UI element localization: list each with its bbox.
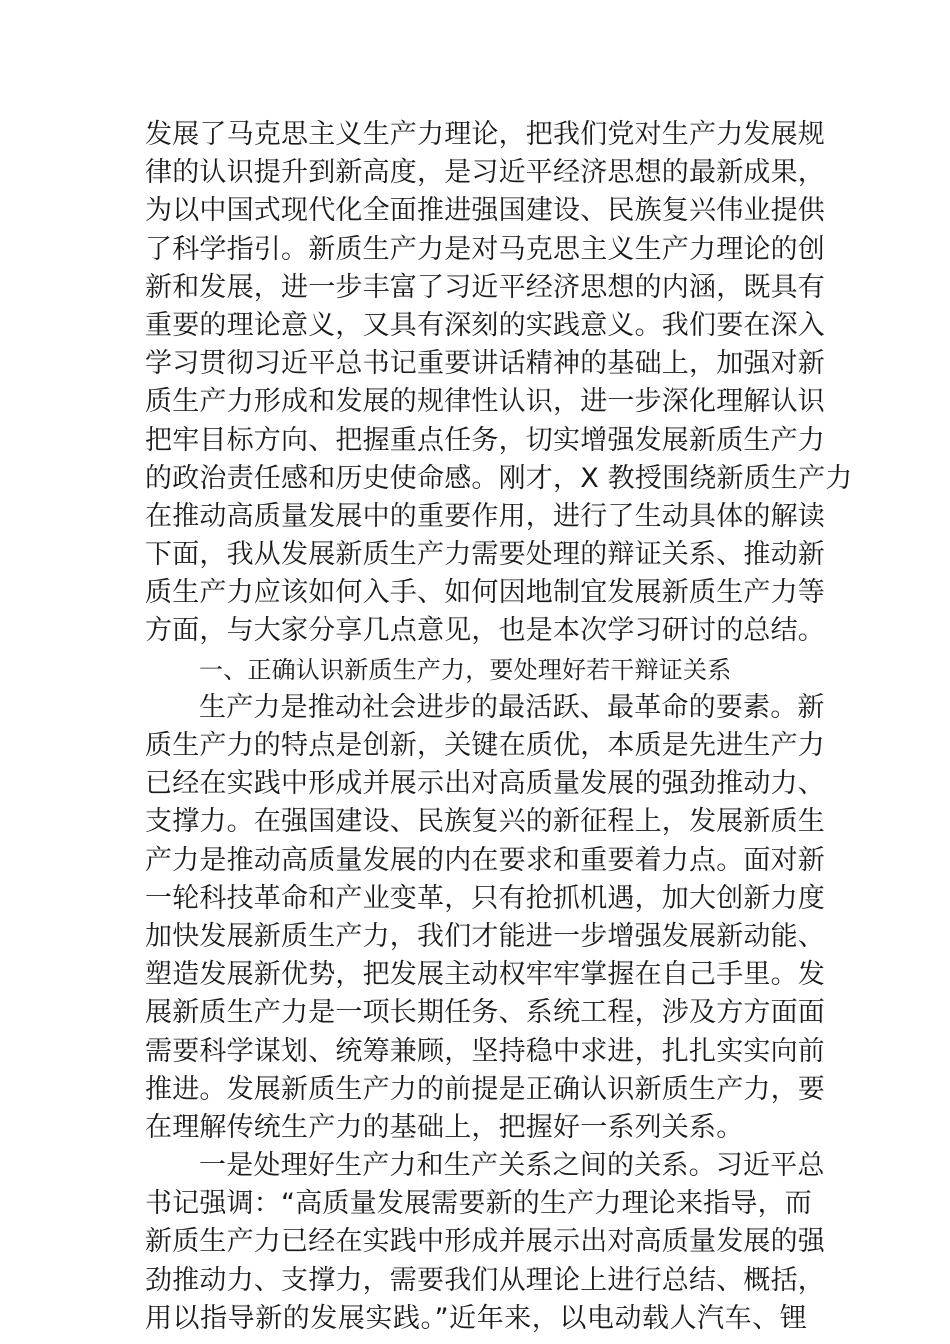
text-line: 在推动高质量发展中的重要作用，进行了生动具体的解读 <box>145 500 825 532</box>
text-line: 生产力是推动社会进步的最活跃、最革命的要素。新 <box>199 691 825 723</box>
text-line: 新和发展，进一步丰富了习近平经济思想的内涵，既具有 <box>145 271 825 303</box>
text-line: 的政治责任感和历史使命感。刚才，X 教授围绕新质生产力 <box>145 462 853 494</box>
text-line: 一轮科技革命和产业变革，只有抢抓机遇，加大创新力度 <box>145 882 825 914</box>
text-line: 重要的理论意义，又具有深刻的实践意义。我们要在深入 <box>145 309 825 341</box>
text-line: 支撑力。在强国建设、民族复兴的新征程上，发展新质生 <box>145 806 825 838</box>
text-line: 劲推动力、支撑力，需要我们从理论上进行总结、概括， <box>145 1264 825 1296</box>
text-line: 把牢目标方向、把握重点任务，切实增强发展新质生产力 <box>145 424 825 456</box>
text-line: 推进。发展新质生产力的前提是正确认识新质生产力，要 <box>145 1073 825 1105</box>
text-line: 一是处理好生产力和生产关系之间的关系。习近平总 <box>199 1150 825 1182</box>
text-line: 用以指导新的发展实践。”近年来，以电动载人汽车、锂 <box>145 1302 807 1334</box>
text-line: 加快发展新质生产力，我们才能进一步增强发展新动能、 <box>145 920 825 952</box>
text-line: 在理解传统生产力的基础上，把握好一系列关系。 <box>145 1111 744 1143</box>
text-line: 为以中国式现代化全面推进强国建设、民族复兴伟业提供 <box>145 195 825 227</box>
text-line: 产力是推动高质量发展的内在要求和重要着力点。面对新 <box>145 844 825 876</box>
text-line: 发展了马克思主义生产力理论，把我们党对生产力发展规 <box>145 119 825 150</box>
text-line: 书记强调：“高质量发展需要新的生产力理论来指导，而 <box>145 1188 812 1220</box>
text-line: 律的认识提升到新高度，是习近平经济思想的最新成果， <box>145 157 825 189</box>
text-line: 质生产力的特点是创新，关键在质优，本质是先进生产力 <box>145 730 825 761</box>
text-line: 塑造发展新优势，把发展主动权牢牢掌握在自己手里。发 <box>145 959 825 991</box>
text-line: 需要科学谋划、统筹兼顾，坚持稳中求进，扎扎实实向前 <box>145 1035 825 1067</box>
text-line: 展新质生产力是一项长期任务、系统工程，涉及方方面面 <box>145 997 825 1029</box>
text-line: 质生产力应该如何入手、如何因地制宜发展新质生产力等 <box>145 577 825 609</box>
text-line: 了科学指引。新质生产力是对马克思主义生产力理论的创 <box>145 233 825 265</box>
text-line: 学习贯彻习近平总书记重要讲话精神的基础上，加强对新 <box>145 348 825 380</box>
body-text <box>145 116 853 1338</box>
text-line: 方面，与大家分享几点意见，也是本次学习研讨的总结。 <box>145 615 825 647</box>
text-line: 下面，我从发展新质生产力需要处理的辩证关系、推动新 <box>145 539 825 571</box>
text-line: 质生产力形成和发展的规律性认识，进一步深化理解认识 <box>145 386 825 418</box>
section-heading: 一、正确认识新质生产力，要处理好若干辩证关系 <box>199 655 732 684</box>
text-line: 新质生产力已经在实践中形成并展示出对高质量发展的强 <box>145 1226 825 1258</box>
text-line: 已经在实践中形成并展示出对高质量发展的强劲推动力、 <box>145 768 825 800</box>
